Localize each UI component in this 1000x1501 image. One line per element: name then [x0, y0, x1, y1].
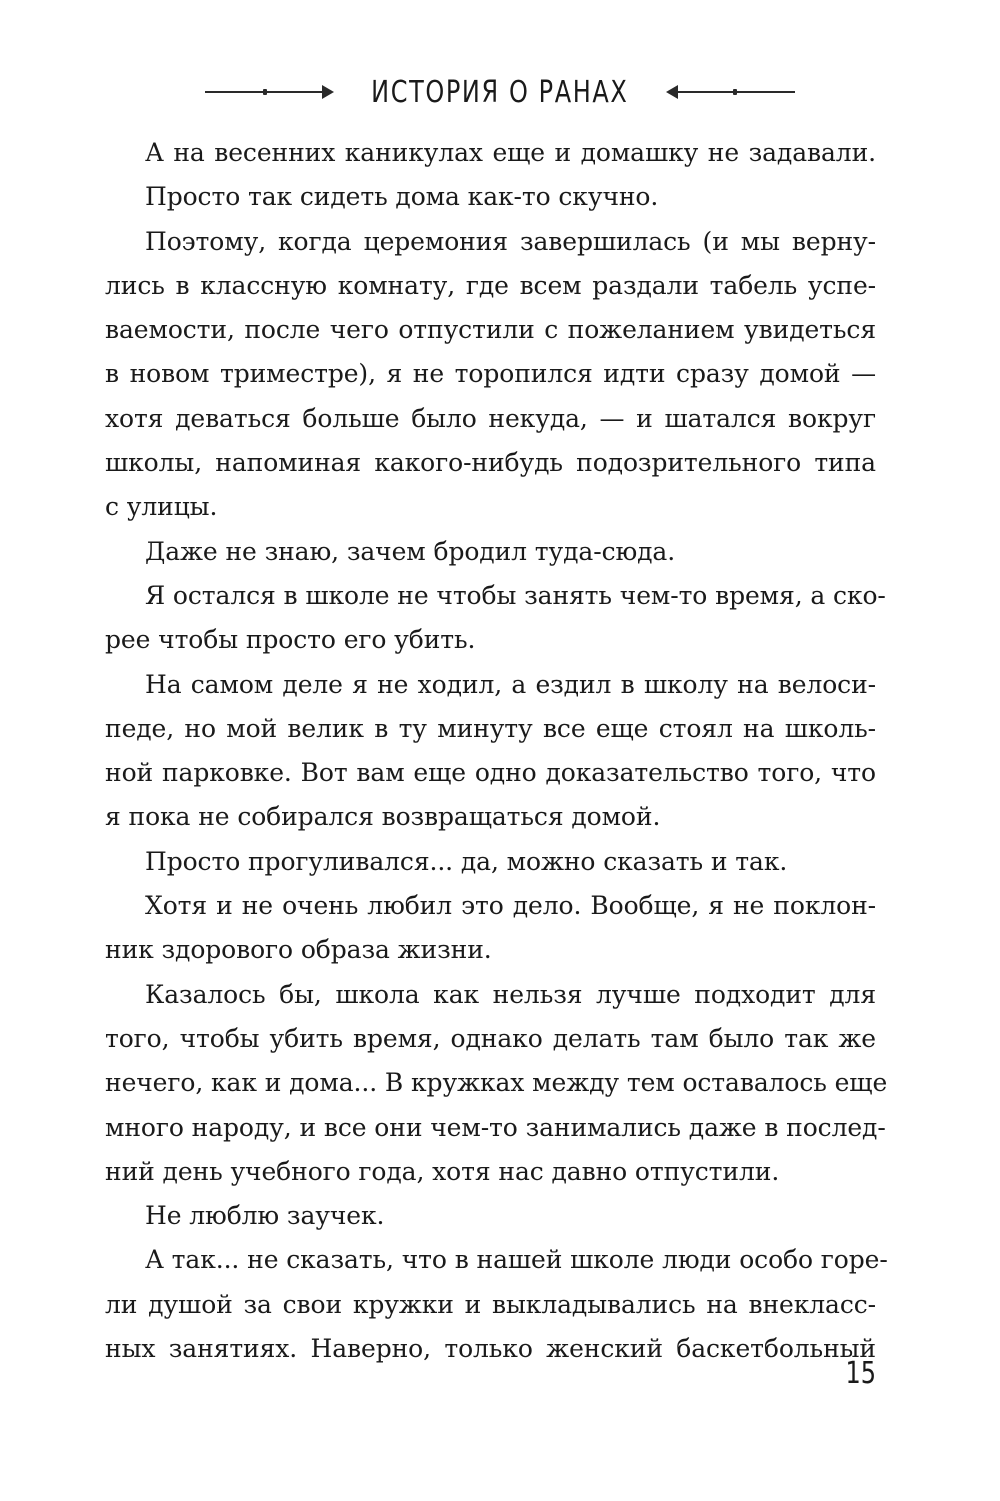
text-line: Поэтому, когда церемония завершилась (и мы верну-	[145, 226, 876, 256]
ornament-dot	[263, 89, 267, 95]
text-line: Даже не знаю, зачем бродил туда-сюда.	[145, 536, 676, 566]
text-line: много народу, и все они чем-то занимались даже в послед-	[105, 1112, 886, 1142]
text-line: ли душой за свои кружки и выкладывались на внекласс-	[105, 1289, 876, 1319]
text-line: Не люблю заучек.	[145, 1201, 385, 1231]
text-line: рее чтобы просто его убить.	[105, 625, 476, 655]
ornament-dot	[733, 89, 737, 95]
running-head-title: ИСТОРИЯ О РАНАХ	[371, 74, 629, 110]
text-line: ных занятиях. Наверно, только женский баскетбольный	[105, 1334, 876, 1364]
page-body-text	[105, 131, 888, 1371]
page-number: 15	[845, 1356, 876, 1391]
text-line: На самом деле я не ходил, а ездил в школу на велоси-	[145, 669, 876, 699]
text-line: лись в классную комнату, где всем раздали табель успе-	[105, 270, 876, 300]
text-line: Я остался в школе не чтобы занять чем-то время, а ско-	[145, 580, 886, 610]
text-line: А так... не сказать, что в нашей школе люди особо горе-	[145, 1245, 888, 1275]
text-line: Просто прогуливался... да, можно сказать и так.	[145, 846, 788, 876]
left-ornament-rule	[205, 91, 331, 93]
text-line: Хотя и не очень любил это дело. Вообще, я не поклон-	[145, 891, 876, 921]
text-line: того, чтобы убить время, однако делать там было так же	[105, 1023, 876, 1053]
text-line: Просто так сидеть дома как-то скучно.	[145, 182, 659, 212]
text-line: ний день учебного года, хотя нас давно отпустили.	[105, 1156, 780, 1186]
ornament-arrow-icon	[322, 85, 334, 99]
text-line: в новом триместре), я не торопился идти сразу домой —	[105, 359, 876, 389]
text-line: Казалось бы, школа как нельзя лучше подходит для	[145, 979, 876, 1009]
text-line: я пока не собирался возвращаться домой.	[105, 802, 661, 832]
text-line: ник здорового образа жизни.	[105, 935, 492, 965]
text-line: педе, но мой велик в ту минуту все еще стоял на школь-	[105, 713, 876, 743]
text-line: хотя деваться больше было некуда, — и шатался вокруг	[105, 403, 876, 433]
right-ornament-rule	[669, 91, 795, 93]
running-head	[0, 70, 1000, 114]
text-line: нечего, как и дома... В кружках между тем оставалось еще	[105, 1068, 888, 1098]
text-line: с улицы.	[105, 492, 218, 522]
text-line: ваемости, после чего отпустили с пожеланием увидеться	[105, 315, 876, 345]
text-line: А на весенних каникулах еще и домашку не задавали.	[145, 138, 876, 167]
ornament-arrow-icon	[666, 85, 678, 99]
text-line: ной парковке. Вот вам еще одно доказательство того, что	[105, 758, 876, 788]
text-line: школы, напоминая какого-нибудь подозрительного типа	[105, 448, 876, 478]
